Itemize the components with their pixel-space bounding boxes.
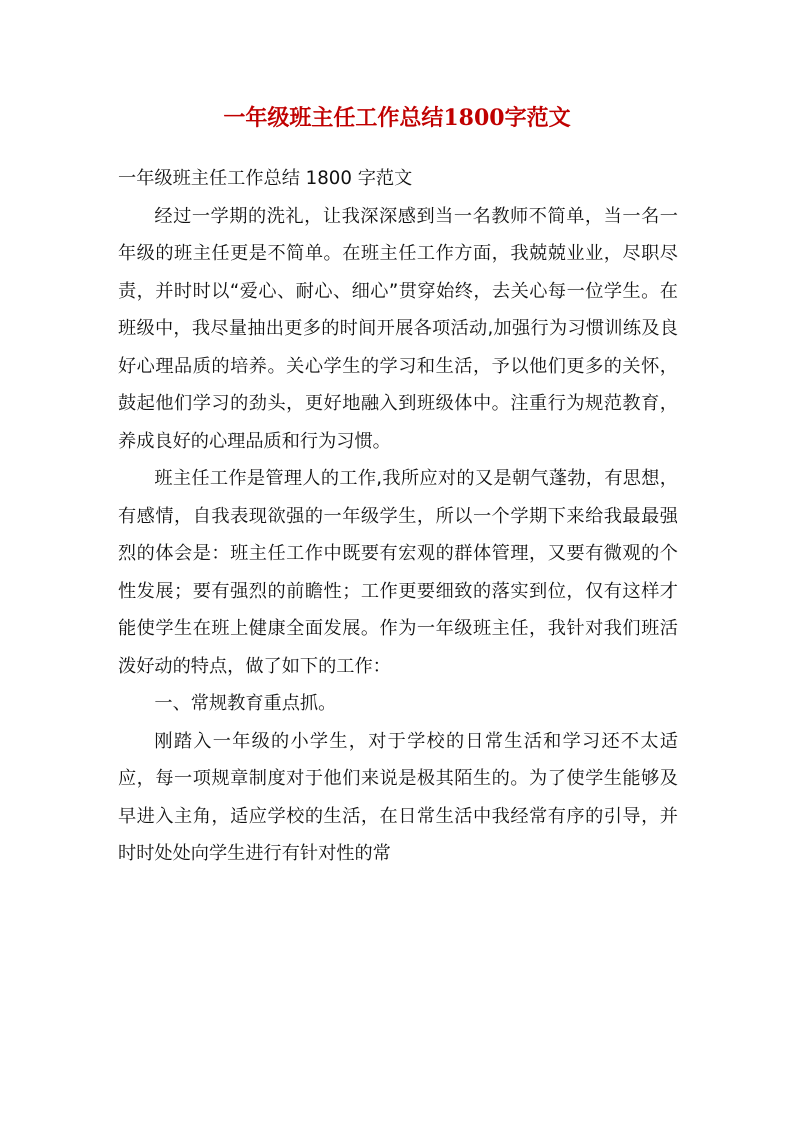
paragraph-work-summary: 班主任工作是管理人的工作,我所应对的又是朝气蓬勃，有思想，有感情，自我表现欲强的一年级学生，所以一个学期下来给我最最强烈的体会是：班主任工作中既要有宏观的群体管理，又要有微观的个性发展；要有强烈的前瞻性；工作更要细致的落实到位，仅有这样才能使学生在班上健康全面发展。作为一年级班主任，我针对我们班活泼好动的特点，做了如下的工作： — [118, 468, 678, 677]
paragraph-routine-education: 刚踏入一年级的小学生，对于学校的日常生活和学习还不太适应，每一项规章制度对于他们来说是极其陌生的。为了使学生能够及早进入主角，适应学校的生活，在日常生活中我经常有序的引导，并时时处处向学生进行有针对性的常 — [118, 730, 678, 864]
document-title: 一年级班主任工作总结1800字范文 — [223, 105, 571, 131]
paragraph-intro: 经过一学期的洗礼，让我深深感到当一名教师不简单，当一名一年级的班主任更是不简单。在班主任工作方面，我兢兢业业，尽职尽责，并时时以“爱心、耐心、细心”贯穿始终，去关心每一位学生。在班级中，我尽量抽出更多的时间开展各项活动,加强行为习惯训练及良好心理品质的培养。关心学生的学习和生活，予以他们更多的关怀，鼓起他们学习的劲头，更好地融入到班级体中。注重行为规范教育，养成良好的心理品质和行为习惯。 — [118, 205, 678, 452]
section-heading-routine-education: 一、常规教育重点抓。 — [154, 693, 337, 714]
document-body — [118, 160, 678, 873]
document-subtitle: 一年级班主任工作总结 1800 字范文 — [118, 168, 413, 189]
